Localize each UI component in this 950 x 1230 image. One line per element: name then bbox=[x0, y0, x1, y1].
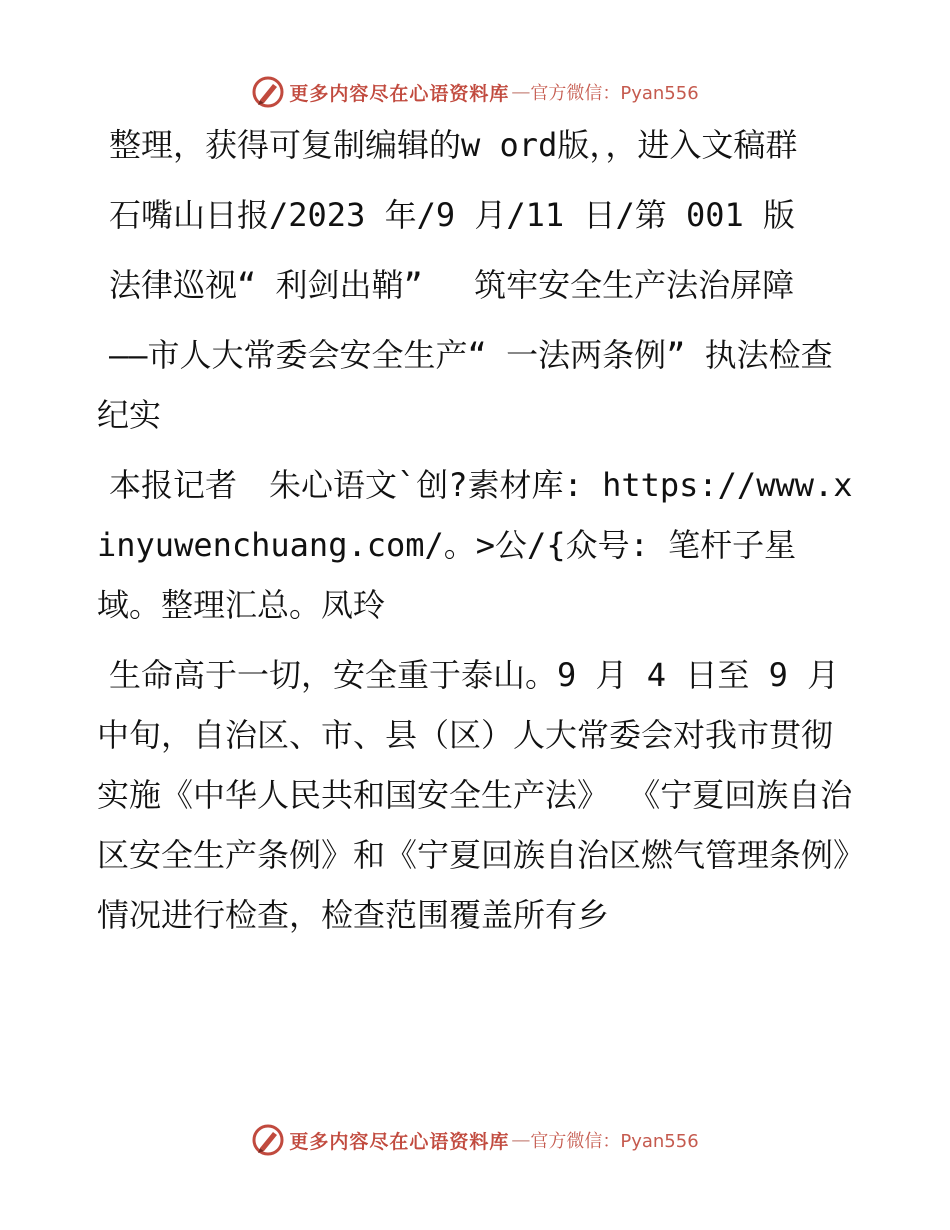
footer-banner bbox=[0, 1120, 950, 1160]
pen-logo-icon bbox=[251, 1123, 285, 1157]
banner-slogan: 更多内容尽在心语资料库 bbox=[289, 1130, 510, 1153]
header-banner bbox=[0, 72, 950, 112]
article-title: 法律巡视“ 利剑出鞘” 筑牢安全生产法治屏障 bbox=[109, 266, 795, 304]
banner-dash: — bbox=[511, 1129, 529, 1151]
document-body bbox=[97, 115, 857, 945]
pen-logo-icon bbox=[251, 75, 285, 109]
banner-dash: — bbox=[511, 81, 529, 103]
banner-wechat: 官方微信：Pyan556 bbox=[530, 83, 699, 104]
article-subtitle: ——市人大常委会安全生产“ 一法两条例” 执法检查纪实 bbox=[97, 336, 833, 434]
paragraph-intro: 整理，获得可复制编辑的w ord版，，进入文稿群 bbox=[109, 126, 798, 164]
paragraph-source: 石嘴山日报/2023 年/9 月/11 日/第 001 版 bbox=[109, 196, 796, 234]
banner-slogan: 更多内容尽在心语资料库 bbox=[289, 82, 510, 105]
paragraph-byline: 本报记者 朱心语文`创?素材库: https://www.xinyuwenchuang.com/。>公/{众号: 笔杆子星域。整理汇总。凤玲 bbox=[97, 466, 853, 624]
banner-wechat: 官方微信：Pyan556 bbox=[530, 1131, 699, 1152]
paragraph-body: 生命高于一切，安全重于泰山。9 月 4 日至 9 月中旬，自治区、市、县（区）人大常委会对我市贯彻实施《中华人民共和国安全生产法》 《宁夏回族自治区安全生产条例》和《宁夏回族自治区燃气管理条例》情况进行检查，检查范围覆盖所有乡 bbox=[97, 656, 853, 934]
